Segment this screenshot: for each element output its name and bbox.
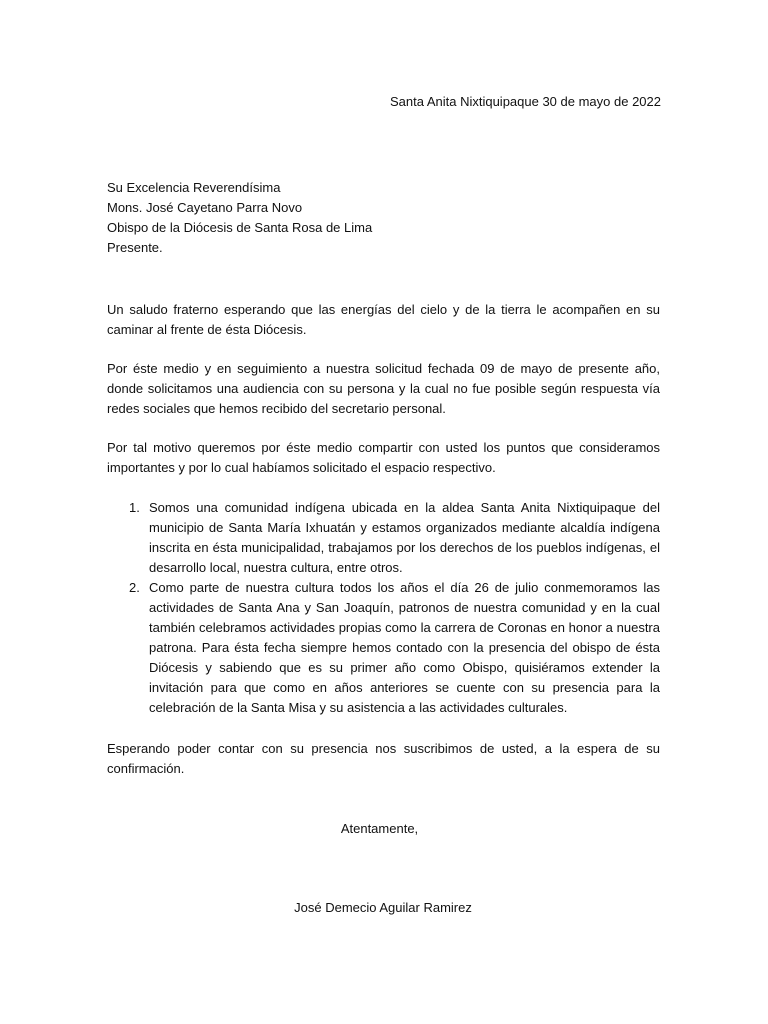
list-item — [107, 578, 660, 718]
list-item-text: Como parte de nuestra cultura todos los años el día 26 de julio conmemoramos las actividades de Santa Ana y San Joaquín, patronos de nuestra comunidad y en la cual también celebramos actividades propias como la carrera de Coronas en honor a nuestra patrona. Para ésta fecha siempre hemos contado con la presencia del obispo de ésta Diócesis y sabiendo que es su primer año como Obispo, quisiéramos extender la invitación para que como en años anteriores se cuente con su presencia para la celebración de la Santa Misa y su asistencia a las actividades culturales. — [149, 580, 660, 715]
recipient-name: Mons. José Cayetano Parra Novo — [107, 200, 303, 215]
list-item-text: Somos una comunidad indígena ubicada en la aldea Santa Anita Nixtiquipaque del municipio de Santa María Ixhuatán y estamos organizados mediante alcaldía indígena inscrita en ésta municipalidad, trabajamos por los derechos de los pueblos indígenas, el desarrollo local, nuestra cultura, entre otros. — [149, 500, 660, 575]
recipient-block — [107, 178, 527, 258]
greeting-paragraph: Un saludo fraterno esperando que las energías del cielo y de la tierra le acompañen en su caminar al frente de ésta Diócesis. — [107, 302, 660, 337]
points-list — [107, 498, 660, 718]
recipient-position: Obispo de la Diócesis de Santa Rosa de Lima — [107, 220, 373, 235]
date-line: Santa Anita Nixtiquipaque 30 de mayo de 2022 — [389, 94, 661, 109]
intro-points-paragraph: Por tal motivo queremos por éste medio compartir con usted los puntos que consideramos importantes y por lo cual habíamos solicitado el espacio respectivo. — [107, 440, 660, 475]
signature-text: José Demecio Aguilar Ramirez — [294, 900, 472, 915]
closing-salutation — [0, 819, 768, 839]
context-paragraph: Por éste medio y en seguimiento a nuestra solicitud fechada 09 de mayo de presente año, donde solicitamos una audiencia con su persona y la cual no fue posible según respuesta vía redes sociales que hemos recibido del secretario personal. — [107, 361, 660, 416]
list-item — [107, 498, 660, 578]
recipient-title: Su Excelencia Reverendísima — [107, 180, 281, 195]
closing-text: Atentamente, — [340, 821, 419, 836]
signature-name — [0, 898, 768, 918]
list-item-number: 1. — [129, 500, 140, 515]
closing-paragraph: Esperando poder contar con su presencia nos suscribimos de usted, a la espera de su confirmación. — [107, 741, 660, 776]
list-item-number: 2. — [129, 580, 140, 595]
recipient-presente: Presente. — [107, 240, 163, 255]
